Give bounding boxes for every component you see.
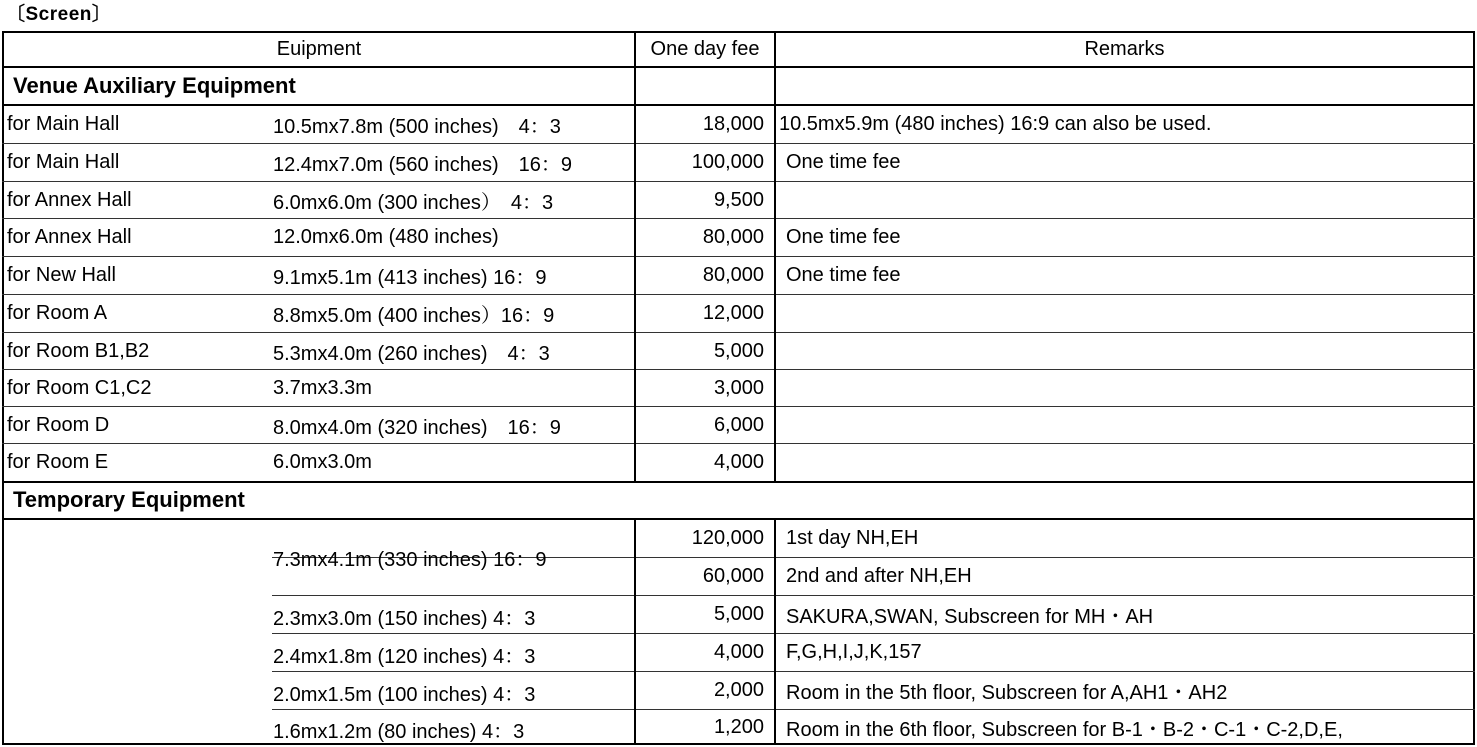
one-day-fee: 100,000 <box>691 151 764 173</box>
screen-size: 2.4mx1.8m (120 inches) 4：3 <box>273 645 536 668</box>
screen-size: 7.3mx4.1m (330 inches) 16：9 <box>273 549 547 571</box>
venue-name: for Room D <box>7 413 110 436</box>
remark <box>786 444 1466 481</box>
one-day-fee: 4,000 <box>713 451 764 473</box>
remark <box>786 407 1466 443</box>
screen-size: 12.4mx7.0m (560 inches) 16：9 <box>273 154 573 176</box>
one-day-fee: 5,000 <box>713 602 764 625</box>
remark <box>786 295 1466 332</box>
one-day-fee: 80,000 <box>702 226 764 248</box>
section-title-temporary: Temporary Equipment <box>13 487 245 512</box>
remark: 1st day NH,EH <box>786 527 919 549</box>
remark: Room in the 6th floor, Subscreen for B-1・B-2・C-1・C-2,D,E, <box>786 718 1343 741</box>
section-title-venue: Venue Auxiliary Equipment <box>13 73 296 98</box>
screen-size: 6.0mx3.0m <box>273 451 372 473</box>
one-day-fee: 60,000 <box>702 564 764 587</box>
header-equipment: Euipment <box>276 37 362 60</box>
one-day-fee: 80,000 <box>702 264 764 286</box>
column-divider <box>634 518 636 745</box>
one-day-fee: 9,500 <box>713 188 764 211</box>
one-day-fee: 12,000 <box>702 302 764 324</box>
header-fee: One day fee <box>650 37 760 60</box>
screen-size: 2.0mx1.5m (100 inches) 4：3 <box>273 683 536 706</box>
screen-size: 6.0mx6.0m (300 inches） 4：3 <box>273 191 554 214</box>
page-title: 〔Screen〕 <box>6 4 112 25</box>
one-day-fee: 5,000 <box>713 339 764 362</box>
screen-size: 10.5mx7.8m (500 inches) 4：3 <box>273 116 561 138</box>
screen-size: 8.0mx4.0m (320 inches) 16：9 <box>273 416 561 439</box>
column-divider <box>774 518 776 745</box>
venue-name: for New Hall <box>7 264 116 286</box>
screen-size: 5.3mx4.0m (260 inches) 4：3 <box>273 342 550 365</box>
venue-name: for Main Hall <box>7 113 120 135</box>
screen-size: 9.1mx5.1m (413 inches) 16：9 <box>273 267 547 289</box>
one-day-fee: 1,200 <box>713 715 764 738</box>
venue-name: for Main Hall <box>7 151 120 173</box>
remark: One time fee <box>786 264 901 286</box>
venue-name: for Annex Hall <box>7 188 132 211</box>
column-divider <box>634 33 636 481</box>
header-remarks: Remarks <box>1084 37 1165 60</box>
one-day-fee: 120,000 <box>691 527 764 549</box>
one-day-fee: 4,000 <box>713 640 764 663</box>
one-day-fee: 18,000 <box>702 113 764 135</box>
remark: SAKURA,SWAN, Subscreen for MH・AH <box>786 605 1154 628</box>
remark: One time fee <box>786 226 901 248</box>
venue-name: for Room C1,C2 <box>7 376 152 399</box>
screen-size: 8.8mx5.0m (400 inches）16：9 <box>273 305 555 327</box>
row-divider <box>2 481 1475 483</box>
screen-size: 3.7mx3.3m <box>273 376 372 399</box>
venue-name: for Room A <box>7 302 108 324</box>
one-day-fee: 6,000 <box>713 413 764 436</box>
screen-size: 1.6mx1.2m (80 inches) 4：3 <box>273 720 525 743</box>
venue-name: for Annex Hall <box>7 226 132 248</box>
column-divider <box>774 33 776 481</box>
screen-size: 12.0mx6.0m (480 inches) <box>273 226 499 248</box>
one-day-fee: 3,000 <box>713 376 764 399</box>
remark <box>786 333 1466 369</box>
screen-size: 2.3mx3.0m (150 inches) 4：3 <box>273 607 536 630</box>
remark: One time fee <box>786 151 901 173</box>
remark: Room in the 5th floor, Subscreen for A,AH1・AH2 <box>786 681 1228 704</box>
remark: 2nd and after NH,EH <box>786 564 972 587</box>
venue-name: for Room E <box>7 451 109 473</box>
remark: 10.5mx5.9m (480 inches) 16:9 can also be used. <box>779 113 1212 135</box>
remark <box>786 370 1466 406</box>
remark <box>786 182 1466 218</box>
row-divider <box>2 66 1475 68</box>
venue-name: for Room B1,B2 <box>7 339 150 362</box>
one-day-fee: 2,000 <box>713 678 764 701</box>
remark: F,G,H,I,J,K,157 <box>786 640 922 663</box>
